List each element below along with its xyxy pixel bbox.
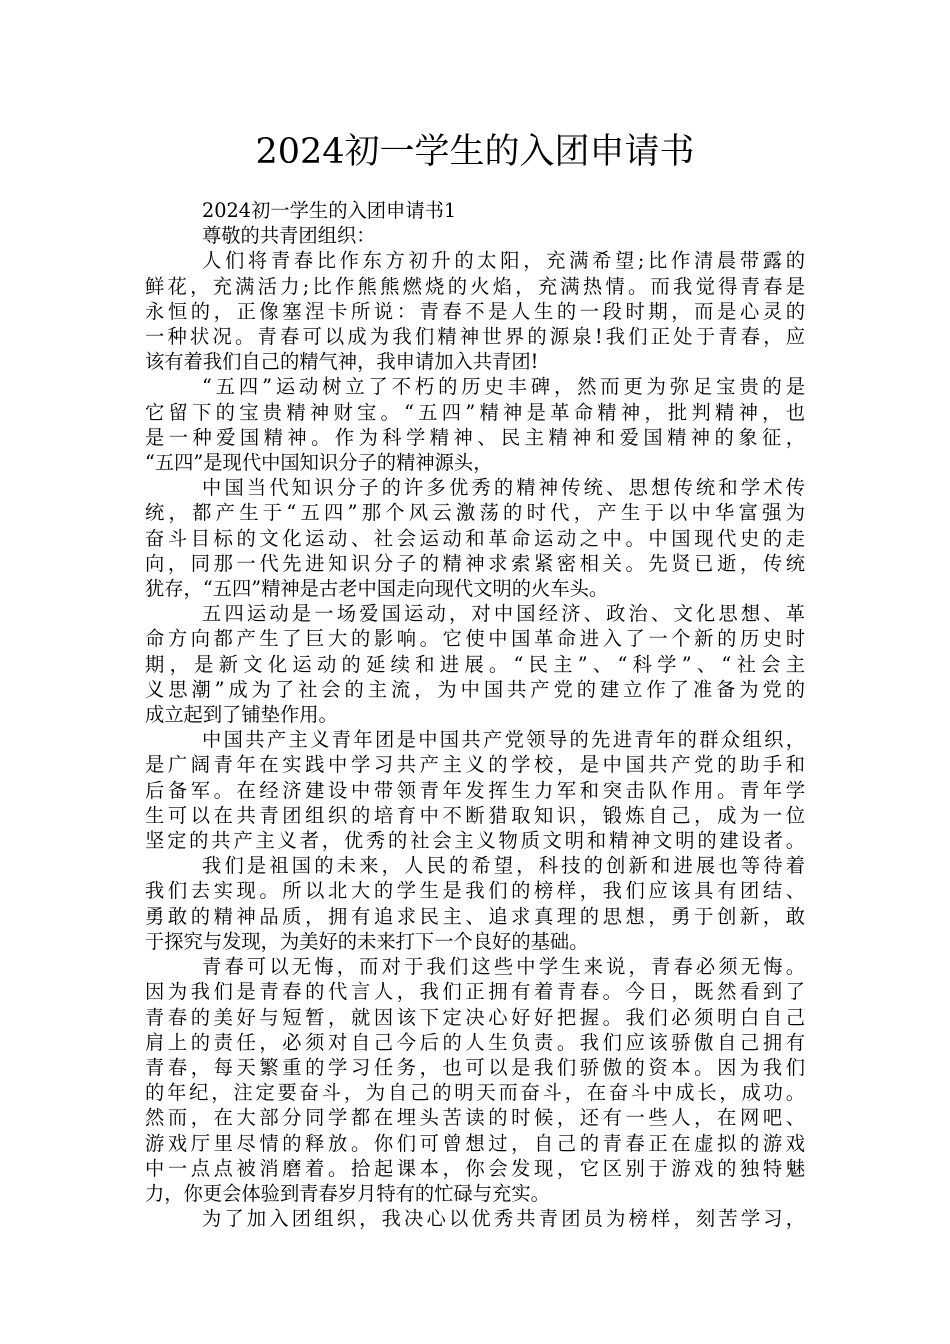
body-line: 后备军。在经济建设中带领青年发挥生力军和突击队作用。青年学 xyxy=(145,778,805,802)
body-line: 鲜花，充满活力;比作熊熊燃烧的火焰，充满热情。而我觉得青春是 xyxy=(145,274,805,298)
body-line: 奋斗目标的文化运动、社会运动和革命运动之中。中国现代史的走 xyxy=(145,526,805,550)
body-line: 犹存，“五四”精神是古老中国走向现代文明的火车头。 xyxy=(145,577,609,601)
body-line: 力，你更会体验到青春岁月特有的忙碌与充实。 xyxy=(145,1181,550,1205)
body-line: 命方向都产生了巨大的影响。它使中国革命进入了一个新的历史时 xyxy=(145,627,805,651)
body-line: 是一种爱国精神。作为科学精神、民主精神和爱国精神的象征， xyxy=(145,425,805,449)
body-line: 因为我们是青春的代言人，我们正拥有着青春。今日，既然看到了 xyxy=(145,980,805,1004)
document-body xyxy=(145,198,805,1231)
body-line: 该有着我们自己的精气神，我申请加入共青团! xyxy=(145,350,539,374)
body-line: 于探究与发现，为美好的未来打下一个良好的基础。 xyxy=(145,929,589,953)
body-line: 我们去实现。所以北大的学生是我们的榜样，我们应该具有团结、 xyxy=(145,879,805,903)
body-line: “五四”是现代中国知识分子的精神源头， xyxy=(145,451,493,475)
body-line: 一种状况。青春可以成为我们精神世界的源泉!我们正处于青春，应 xyxy=(145,325,805,349)
body-line: 青春可以无悔，而对于我们这些中学生来说，青春必须无悔。 xyxy=(202,955,805,979)
body-line: 成立起到了铺垫作用。 xyxy=(145,703,338,727)
body-line: 为了加入团组织，我决心以优秀共青团员为榜样，刻苦学习， xyxy=(202,1207,805,1231)
body-line: 2024初一学生的入团申请书1 xyxy=(202,199,457,222)
body-line: 尊敬的共青团组织： xyxy=(202,224,376,248)
body-line: 游戏厅里尽情的释放。你们可曾想过，自己的青春正在虚拟的游戏 xyxy=(145,1131,805,1155)
body-line: 然而，在大部分同学都在埋头苦读的时候，还有一些人，在网吧、 xyxy=(145,1106,805,1130)
body-line: 永恒的，正像塞涅卡所说：青春不是人生的一段时期，而是心灵的 xyxy=(145,299,805,323)
body-line: 勇敢的精神品质，拥有追求民主、追求真理的思想，勇于创新，敢 xyxy=(145,904,805,928)
body-line: 它留下的宝贵精神财宝。“五四”精神是革命精神，批判精神，也 xyxy=(145,400,805,424)
body-line: 我们是祖国的未来，人民的希望，科技的创新和进展也等待着 xyxy=(202,854,805,878)
body-line: 中国当代知识分子的许多优秀的精神传统、思想传统和学术传 xyxy=(202,476,805,500)
body-line: 是广阔青年在实践中学习共产主义的学校，是中国共产党的助手和 xyxy=(145,753,805,777)
body-line: 统，都产生于“五四”那个风云激荡的时代，产生于以中华富强为 xyxy=(145,501,805,525)
body-line: 坚定的共产主义者，优秀的社会主义物质文明和精神文明的建设者。 xyxy=(145,829,805,853)
body-line: 期，是新文化运动的延续和进展。“民主”、“科学”、“社会主 xyxy=(145,652,805,676)
body-line: 人们将青春比作东方初升的太阳，充满希望;比作清晨带露的 xyxy=(202,249,805,273)
body-line: 生可以在共青团组织的培育中不断猎取知识，锻炼自己，成为一位 xyxy=(145,803,805,827)
body-line: “五四”运动树立了不朽的历史丰碑，然而更为弥足宝贵的是 xyxy=(202,375,805,399)
body-line: 肩上的责任，必须对自己今后的人生负责。我们应该骄傲自己拥有 xyxy=(145,1030,805,1054)
body-line: 向，同那一代先进知识分子的精神求索紧密相关。先贤已逝，传统 xyxy=(145,551,805,575)
body-line: 五四运动是一场爱国运动，对中国经济、政治、文化思想、革 xyxy=(202,602,805,626)
body-line: 义思潮”成为了社会的主流，为中国共产党的建立作了准备为党的 xyxy=(145,677,805,701)
body-line: 青春，每天繁重的学习任务，也可以是我们骄傲的资本。因为我们 xyxy=(145,1055,805,1079)
body-line: 青春的美好与短暂，就因该下定决心好好把握。我们必须明白自己 xyxy=(145,1005,805,1029)
document-title: 2024初一学生的入团申请书 xyxy=(255,132,695,172)
body-line: 的年纪，注定要奋斗，为自己的明天而奋斗，在奋斗中成长，成功。 xyxy=(145,1081,805,1105)
body-line: 中一点点被消磨着。拾起课本，你会发现，它区别于游戏的独特魅 xyxy=(145,1156,805,1180)
body-line: 中国共产主义青年团是中国共产党领导的先进青年的群众组织， xyxy=(202,728,805,752)
